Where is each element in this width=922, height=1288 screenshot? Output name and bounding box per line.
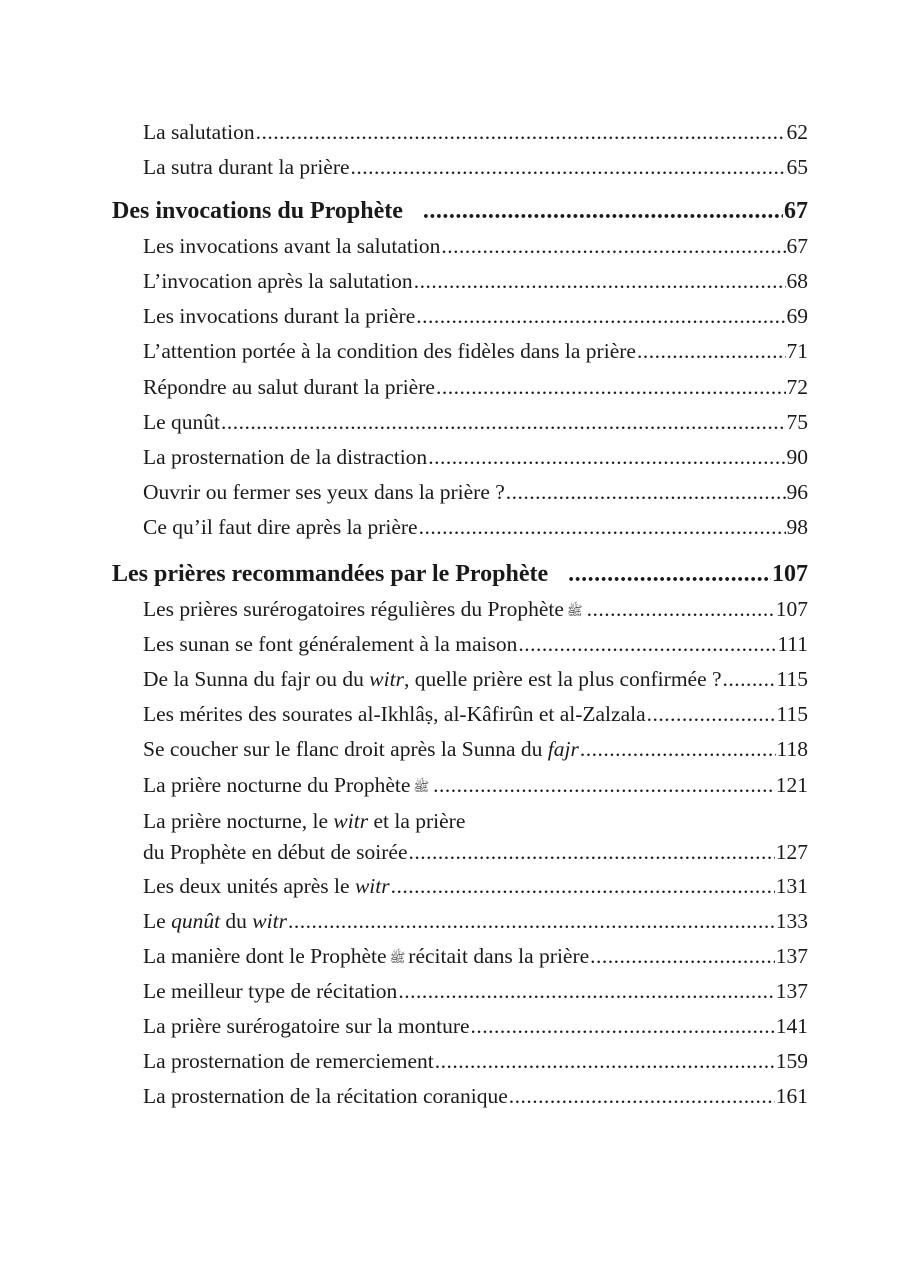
toc-entry-title: Les prières surérogatoires régulières du Prophète ﷺ [143, 592, 586, 627]
toc-entry-distraction[interactable] [112, 440, 808, 475]
toc-entry-title: Les deux unités après le witr [143, 873, 390, 898]
dot-leader [398, 974, 774, 1009]
toc-entry-page: 115 [776, 667, 808, 692]
toc-entry-page: 118 [776, 737, 808, 762]
toc-entry-page: 96 [786, 479, 808, 504]
dot-leader [409, 836, 775, 869]
toc-section-title: Des invocations du Prophète [112, 198, 403, 225]
dot-leader [414, 264, 786, 299]
toc-entry-title: La prosternation de remerciement [143, 1049, 434, 1074]
toc-entry-title: Le meilleur type de récitation [143, 978, 398, 1003]
dot-leader [471, 1009, 775, 1044]
dot-leader [436, 370, 786, 405]
dot-leader [723, 662, 776, 697]
dot-leader [506, 475, 786, 510]
toc-entry-title: La prosternation de la distraction [143, 444, 428, 469]
toc-section-title: Les prières recommandées par le Prophète [112, 561, 549, 588]
toc-entry-page: 161 [775, 1084, 808, 1109]
dot-leader [433, 768, 775, 803]
toc-entry-page: 137 [775, 943, 808, 968]
toc-entry-coranique[interactable] [112, 1079, 808, 1114]
dot-leader [428, 440, 785, 475]
dot-leader [580, 732, 776, 767]
honorific-symbol: ﷺ [389, 949, 406, 965]
toc-section-prieres[interactable] [112, 556, 808, 592]
toc-entry-attention[interactable] [112, 334, 808, 369]
toc-entry-monture[interactable] [112, 1009, 808, 1044]
toc-entry-page: 90 [786, 444, 808, 469]
toc-entry-page: 107 [775, 597, 808, 622]
toc-entry-qunut-witr[interactable] [112, 904, 808, 939]
toc-entry-sunan[interactable] [112, 627, 808, 662]
dot-leader [568, 556, 771, 592]
toc-entry-title: Les sunan se font généralement à la maison [143, 632, 518, 657]
dot-leader [419, 510, 786, 545]
toc-entry-page: 127 [775, 839, 808, 864]
dot-leader [637, 334, 786, 369]
toc-entry-title: La prière surérogatoire sur la monture [143, 1013, 470, 1038]
toc-entry-nocturne-witr[interactable] [112, 803, 808, 869]
toc-entry-title: Le qunût [143, 409, 221, 434]
toc-entry-invocation-apres[interactable] [112, 264, 808, 299]
toc-entry-page: 75 [786, 409, 808, 434]
toc-entry-page: 133 [775, 908, 808, 933]
dot-leader [509, 1079, 775, 1114]
toc-entry-page: 131 [775, 873, 808, 898]
toc-entry-page: 65 [786, 155, 808, 180]
toc-entry-title-line1: La prière nocturne, le witr et la prière [143, 808, 466, 833]
toc-entry-title: La salutation [143, 120, 255, 144]
dot-leader [518, 627, 776, 662]
toc-entry-title: L’attention portée à la condition des fidèles dans la prière [143, 339, 636, 364]
toc-entry-title: Les mérites des sourates al-Ikhlâṣ, al-Kâfirûn et al-Zalzala [143, 702, 646, 727]
toc-entry-title: La prosternation de la récitation coranique [143, 1084, 508, 1109]
toc-entry-fajr-witr[interactable] [112, 662, 808, 697]
toc-entry-title: De la Sunna du fajr ou du witr, quelle prière est la plus confirmée ? [143, 667, 722, 692]
toc-entry-page: 72 [786, 374, 808, 399]
toc-entry-maniere[interactable] [112, 939, 808, 974]
dot-leader [221, 405, 785, 440]
toc-entry-invocations-avant[interactable] [112, 229, 808, 264]
toc-entry-page: 115 [776, 702, 808, 727]
toc-entry-page: 67 [786, 234, 808, 259]
toc-entry-title: Ouvrir ou fermer ses yeux dans la prière ? [143, 479, 505, 504]
toc-entry-remerciement[interactable] [112, 1044, 808, 1079]
honorific-symbol: ﷺ [413, 778, 430, 794]
dot-leader [423, 193, 783, 229]
dot-leader [647, 697, 776, 732]
toc-entry-merites[interactable] [112, 697, 808, 732]
toc-entry-page: 69 [786, 304, 808, 329]
toc-entry-title: La prière nocturne du Prophète ﷺ [143, 768, 432, 803]
toc-entry-page: 68 [786, 269, 808, 294]
dot-leader [256, 115, 786, 150]
toc-entry-page: 71 [786, 339, 808, 364]
toc-entry-title: Répondre au salut durant la prière [143, 374, 435, 399]
dot-leader [587, 592, 775, 627]
toc-entry-title: Se coucher sur le flanc droit après la Sunna du fajr [143, 737, 579, 762]
toc-entry-page: 98 [786, 514, 808, 539]
toc-entry-meilleur[interactable] [112, 974, 808, 1009]
toc-entry-salutation[interactable] [112, 115, 808, 150]
toc-section-invocations[interactable] [112, 193, 808, 229]
dot-leader [351, 150, 786, 185]
toc-entry-title: Les invocations durant la prière [143, 304, 416, 329]
toc-entry-title: Ce qu’il faut dire après la prière [143, 514, 418, 539]
toc-entry-nocturne[interactable] [112, 768, 808, 803]
toc-entry-sutra[interactable] [112, 150, 808, 185]
dot-leader [435, 1044, 775, 1079]
toc-entry-title: La sutra durant la prière [143, 155, 350, 180]
toc-entry-qunut[interactable] [112, 405, 808, 440]
dot-leader [288, 904, 775, 939]
toc-entry-page: 62 [786, 120, 808, 144]
toc-entry-page: 137 [775, 978, 808, 1003]
toc-entry-title: L’invocation après la salutation [143, 269, 413, 294]
toc-entry-page: 111 [777, 632, 808, 657]
toc-entry-deux-unites[interactable] [112, 869, 808, 904]
toc-entry-surerogatoires[interactable] [112, 592, 808, 627]
toc-entry-title: Le qunût du witr [143, 908, 287, 933]
toc-section-page: 67 [784, 198, 808, 225]
toc-entry-dire-apres[interactable] [112, 510, 808, 545]
toc-entry-page: 141 [775, 1013, 808, 1038]
toc-entry-title-line2: du Prophète en début de soirée ..... 127 [143, 836, 808, 869]
toc-entry-invocations-durant[interactable] [112, 299, 808, 334]
honorific-symbol: ﷺ [566, 603, 583, 619]
dot-leader [590, 939, 775, 974]
dot-leader [441, 229, 785, 264]
toc-entry-repondre[interactable] [112, 370, 808, 405]
dot-leader [391, 869, 775, 904]
toc-entry-coucher[interactable] [112, 732, 808, 767]
toc-entry-page: 159 [775, 1049, 808, 1074]
dot-leader [416, 299, 785, 334]
toc-entry-title: Les invocations avant la salutation [143, 234, 441, 259]
toc-entry-page: 121 [775, 772, 808, 797]
toc-entry-title: La manière dont le Prophète ﷺ récitait dans la prière [143, 939, 589, 974]
toc-entry-yeux[interactable] [112, 475, 808, 510]
table-of-contents [112, 115, 808, 1114]
toc-section-page: 107 [772, 561, 808, 588]
